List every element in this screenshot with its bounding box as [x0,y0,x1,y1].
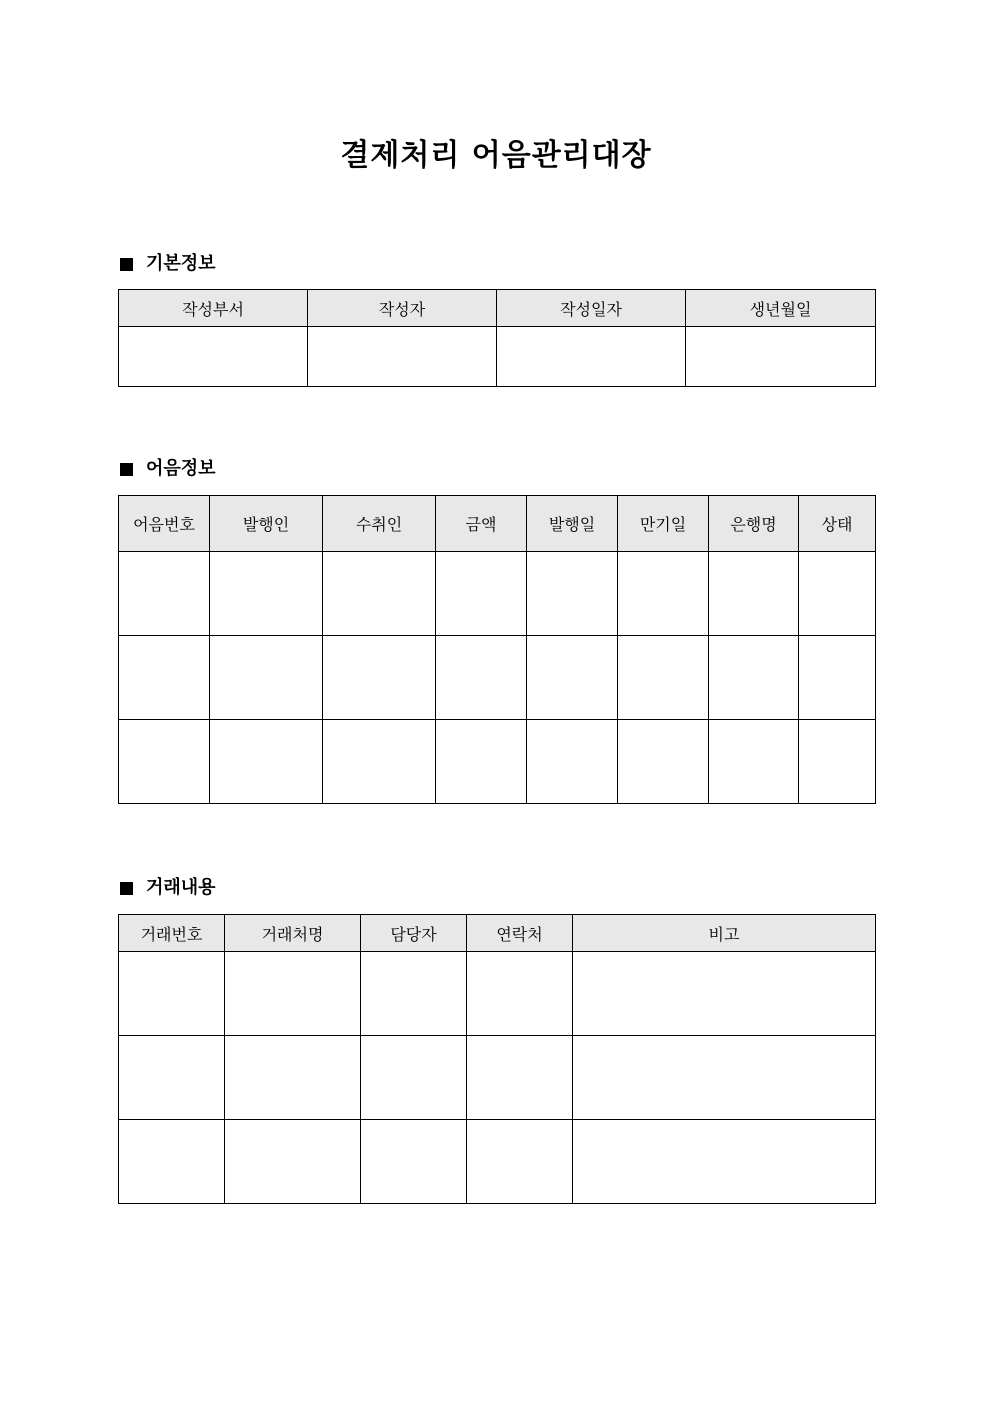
input-cell[interactable] [467,952,573,1036]
input-cell[interactable] [210,552,323,636]
header-cell: 만기일 [618,496,709,552]
input-cell[interactable] [497,327,686,387]
header-cell: 거래번호 [119,915,225,952]
header-cell: 어음번호 [119,496,210,552]
basic-info-table [118,289,876,387]
input-cell[interactable] [210,720,323,804]
input-cell[interactable] [361,1120,467,1204]
input-cell[interactable] [709,636,799,720]
table-header-row [119,915,876,952]
header-cell: 연락처 [467,915,573,952]
input-cell[interactable] [799,552,876,636]
input-cell[interactable] [618,720,709,804]
input-cell[interactable] [436,552,527,636]
section-heading-label: 기본정보 [146,253,216,274]
input-cell[interactable] [686,327,876,387]
input-cell[interactable] [119,1120,225,1204]
table-row [119,952,876,1036]
input-cell[interactable] [361,1036,467,1120]
header-cell: 생년월일 [686,290,876,327]
input-cell[interactable] [225,1036,361,1120]
section-heading-label: 어음정보 [146,458,216,479]
header-cell: 금액 [436,496,527,552]
input-cell[interactable] [527,552,618,636]
header-cell: 작성부서 [119,290,308,327]
input-cell[interactable] [527,636,618,720]
input-cell[interactable] [573,1036,876,1120]
input-cell[interactable] [119,636,210,720]
header-cell: 발행인 [210,496,323,552]
header-cell: 작성일자 [497,290,686,327]
bill-info-table [118,495,876,804]
square-bullet-icon [120,258,133,271]
input-cell[interactable] [467,1036,573,1120]
input-cell[interactable] [119,327,308,387]
input-cell[interactable] [709,720,799,804]
table-row [119,327,876,387]
header-cell: 은행명 [709,496,799,552]
table-row [119,636,876,720]
table-row [119,1036,876,1120]
input-cell[interactable] [436,720,527,804]
table-row [119,720,876,804]
input-cell[interactable] [210,636,323,720]
square-bullet-icon [120,882,133,895]
input-cell[interactable] [225,1120,361,1204]
input-cell[interactable] [225,952,361,1036]
page-title: 결제처리 어음관리대장 [340,138,652,173]
input-cell[interactable] [799,720,876,804]
square-bullet-icon [120,463,133,476]
input-cell[interactable] [323,720,436,804]
header-cell: 담당자 [361,915,467,952]
input-cell[interactable] [618,552,709,636]
input-cell[interactable] [361,952,467,1036]
input-cell[interactable] [323,636,436,720]
header-cell: 작성자 [308,290,497,327]
input-cell[interactable] [119,552,210,636]
header-cell: 비고 [573,915,876,952]
table-row [119,1120,876,1204]
input-cell[interactable] [436,636,527,720]
header-cell: 발행일 [527,496,618,552]
input-cell[interactable] [799,636,876,720]
input-cell[interactable] [573,952,876,1036]
header-cell: 거래처명 [225,915,361,952]
section-heading-basic [119,252,216,276]
header-cell: 상태 [799,496,876,552]
header-cell: 수취인 [323,496,436,552]
input-cell[interactable] [119,720,210,804]
table-header-row [119,496,876,552]
input-cell[interactable] [119,952,225,1036]
input-cell[interactable] [467,1120,573,1204]
table-header-row [119,290,876,327]
input-cell[interactable] [573,1120,876,1204]
input-cell[interactable] [323,552,436,636]
input-cell[interactable] [308,327,497,387]
section-heading-bill [119,457,216,481]
trade-info-table [118,914,876,1204]
input-cell[interactable] [709,552,799,636]
section-heading-label: 거래내용 [146,877,216,898]
input-cell[interactable] [119,1036,225,1120]
table-row [119,552,876,636]
input-cell[interactable] [618,636,709,720]
section-heading-trade [119,876,216,900]
input-cell[interactable] [527,720,618,804]
